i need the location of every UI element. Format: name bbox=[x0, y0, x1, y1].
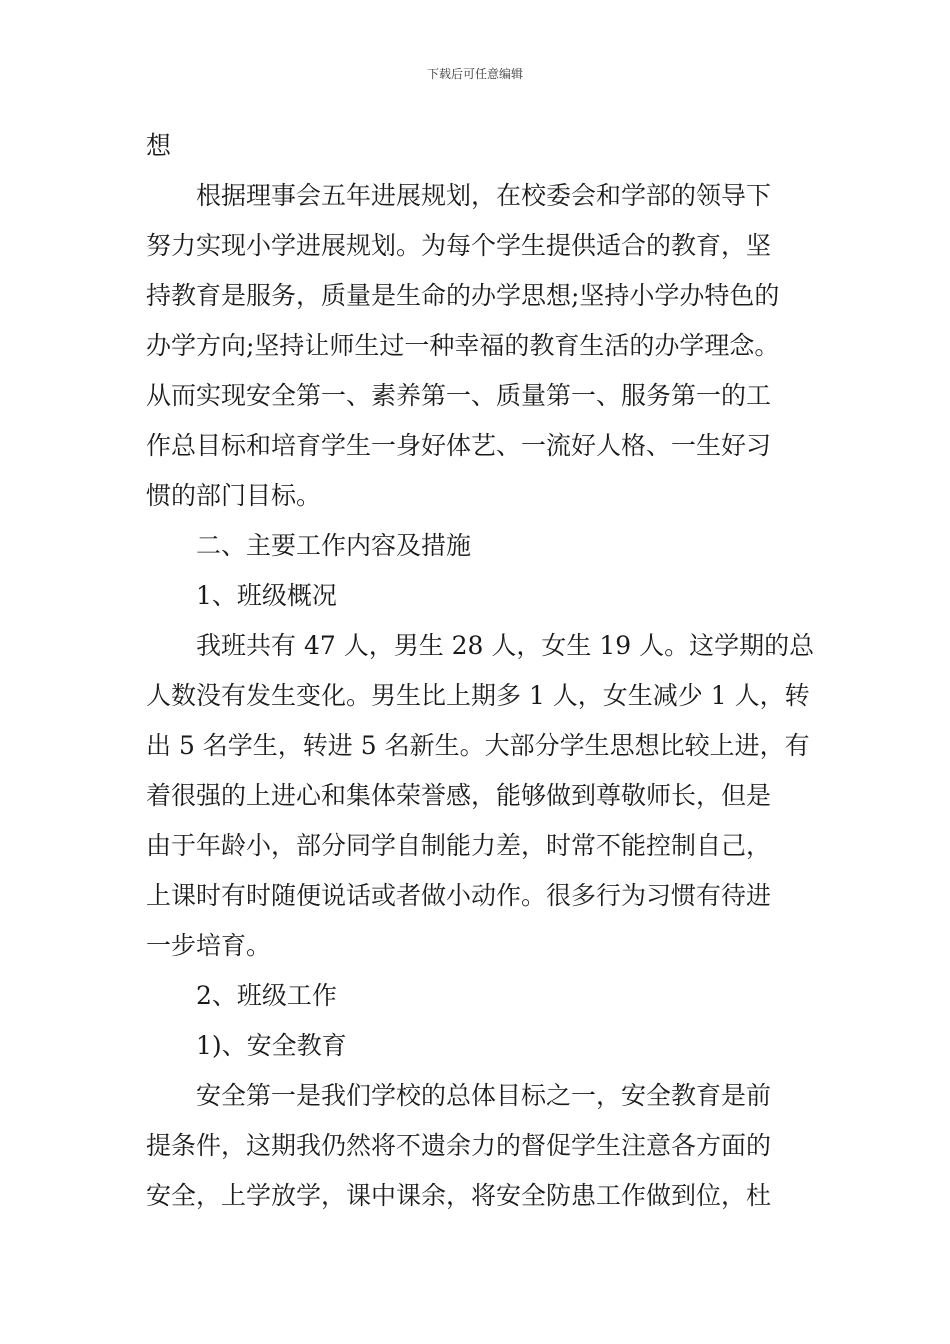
text-line: 上课时有时随便说话或者做小动作。很多行为习惯有待进 bbox=[146, 881, 772, 910]
text-line: 根据理事会五年进展规划，在校委会和学部的领导下 bbox=[196, 181, 772, 210]
page-header: 下载后可任意编辑 bbox=[426, 67, 523, 81]
text-line: 从而实现安全第一、素养第一、质量第一、服务第一的工 bbox=[146, 381, 772, 410]
text-line: 持教育是服务，质量是生命的办学思想;坚持小学办特色的 bbox=[146, 281, 780, 310]
text-line: 安全，上学放学，课中课余，将安全防患工作做到位，杜 bbox=[146, 1181, 772, 1210]
subsection-heading: 1)、安全教育 bbox=[196, 1031, 347, 1060]
text-line: 由于年龄小，部分同学自制能力差，时常不能控制自己， bbox=[146, 831, 772, 860]
text-line: 惯的部门目标。 bbox=[146, 481, 322, 510]
text-line: 我班共有 47 人，男生 28 人，女生 19 人。这学期的总 bbox=[196, 631, 815, 660]
subsection-heading: 2、班级工作 bbox=[196, 981, 337, 1010]
text-line: 想 bbox=[146, 131, 172, 160]
text-line: 努力实现小学进展规划。为每个学生提供适合的教育，坚 bbox=[146, 231, 772, 260]
subsection-heading: 1、班级概况 bbox=[196, 581, 337, 610]
text-line: 作总目标和培育学生一身好体艺、一流好人格、一生好习 bbox=[146, 431, 772, 460]
text-line: 一步培育。 bbox=[146, 931, 272, 960]
document-body bbox=[146, 121, 815, 1221]
text-line: 出 5 名学生，转进 5 名新生。大部分学生思想比较上进，有 bbox=[146, 731, 810, 760]
text-line: 着很强的上进心和集体荣誉感，能够做到尊敬师长，但是 bbox=[146, 781, 772, 810]
text-line: 安全第一是我们学校的总体目标之一，安全教育是前 bbox=[196, 1081, 772, 1110]
text-line: 人数没有发生变化。男生比上期多 1 人，女生减少 1 人，转 bbox=[146, 681, 810, 710]
text-line: 办学方向;坚持让师生过一种幸福的教育生活的办学理念。 bbox=[146, 331, 780, 360]
text-line: 提条件，这期我仍然将不遗余力的督促学生注意各方面的 bbox=[146, 1131, 772, 1160]
section-heading: 二、主要工作内容及措施 bbox=[196, 531, 472, 560]
